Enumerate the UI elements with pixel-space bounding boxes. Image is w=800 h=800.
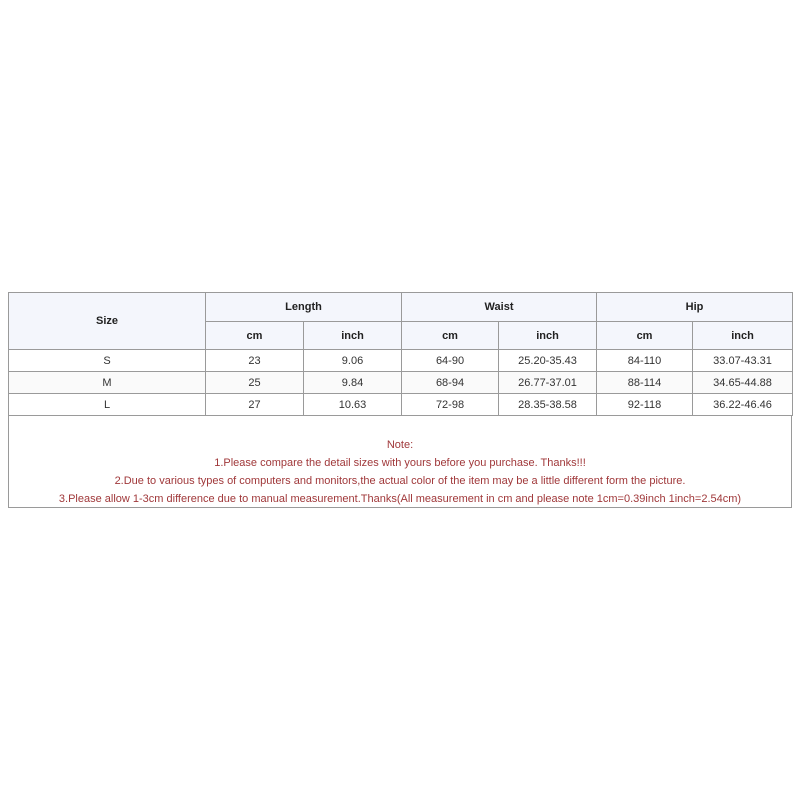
size-cell: S xyxy=(9,350,206,372)
waist-inch-cell: 25.20-35.43 xyxy=(499,350,597,372)
length-inch-cell: 10.63 xyxy=(304,394,402,416)
note-title: Note: xyxy=(386,439,414,451)
note-line-1: 1.Please compare the detail sizes with yours before you purchase. Thanks!!! xyxy=(214,457,586,469)
notes-section xyxy=(8,436,792,508)
length-inch-header: inch xyxy=(304,322,402,350)
waist-cm-cell: 68-94 xyxy=(402,372,499,394)
size-chart-table xyxy=(8,292,793,416)
waist-inch-header: inch xyxy=(499,322,597,350)
length-cm-cell: 25 xyxy=(206,372,304,394)
hip-cm-cell: 84-110 xyxy=(597,350,693,372)
hip-cm-header: cm xyxy=(597,322,693,350)
table-row xyxy=(9,350,793,372)
note-line-3: 3.Please allow 1-3cm difference due to manual measurement.Thanks(All measurement in cm and please note 1cm=0.39inch 1inch=2.54cm) xyxy=(58,493,742,505)
length-inch-cell: 9.84 xyxy=(304,372,402,394)
size-cell: L xyxy=(9,394,206,416)
length-cm-cell: 27 xyxy=(206,394,304,416)
table-row xyxy=(9,394,793,416)
length-inch-cell: 9.06 xyxy=(304,350,402,372)
length-group-header: Length xyxy=(206,293,402,322)
hip-cm-cell: 92-118 xyxy=(597,394,693,416)
waist-cm-header: cm xyxy=(402,322,499,350)
hip-inch-cell: 34.65-44.88 xyxy=(693,372,793,394)
size-cell: M xyxy=(9,372,206,394)
hip-inch-cell: 36.22-46.46 xyxy=(693,394,793,416)
waist-group-header: Waist xyxy=(402,293,597,322)
waist-cm-cell: 64-90 xyxy=(402,350,499,372)
header-row-groups xyxy=(9,293,793,322)
hip-cm-cell: 88-114 xyxy=(597,372,693,394)
length-cm-cell: 23 xyxy=(206,350,304,372)
hip-inch-header: inch xyxy=(693,322,793,350)
waist-inch-cell: 28.35-38.58 xyxy=(499,394,597,416)
size-column-header: Size xyxy=(9,293,206,350)
length-cm-header: cm xyxy=(206,322,304,350)
waist-inch-cell: 26.77-37.01 xyxy=(499,372,597,394)
note-line-2: 2.Due to various types of computers and monitors,the actual color of the item may be a little different form the picture. xyxy=(114,475,686,487)
hip-group-header: Hip xyxy=(597,293,793,322)
table-row xyxy=(9,372,793,394)
waist-cm-cell: 72-98 xyxy=(402,394,499,416)
hip-inch-cell: 33.07-43.31 xyxy=(693,350,793,372)
